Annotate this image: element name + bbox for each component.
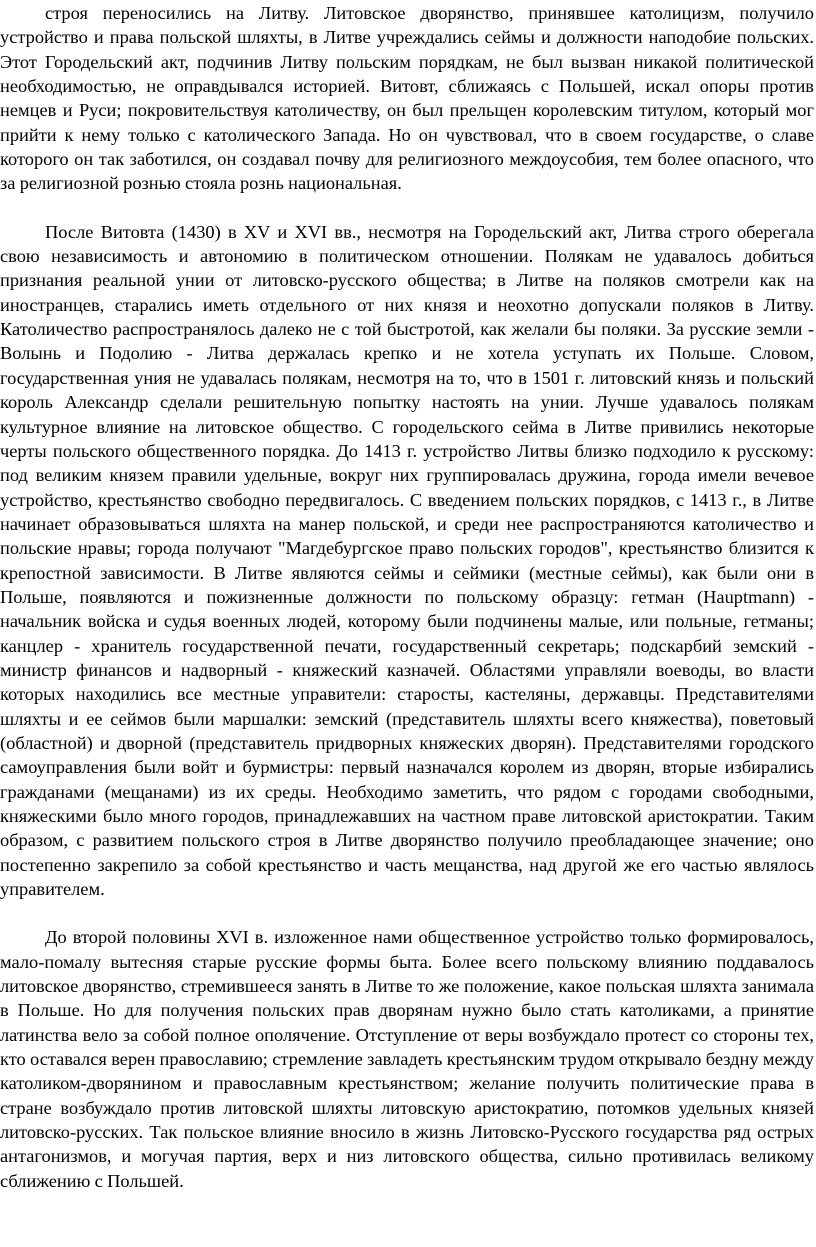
- paragraph-gap: [0, 196, 814, 220]
- paragraph-3: До второй половины XVI в. изложенное нами общественное устройство только формировалось, мало-помалу вытесняя старые русские формы быта. Более всего польскому влиянию поддавалось литовское дворянство, стремившееся занять в Литве то же положение, какое польская шляхта занимала в Польше. Но для получения польских прав дворянам нужно было стать католиками, а принятие латинства вело за собой полное ополячение. Отступление от веры возбуждало протест со стороны тех, кто оставался верен православию; стремление завладеть крестьянским трудом открывало бездну между католиком-дворянином и православным крестьянством; желание получить политические права в стране возбуждало против литовской шляхты литовскую аристократию, потомков удельных князей литовско-русских. Так польское влияние вносило в жизнь Литовско-Русского государства ряд острых антагонизмов, и могучая партия, верх и низ литовского общества, сильно противилась великому сближению с Польшей.: [0, 927, 814, 1191]
- paragraph-1: строя переносились на Литву. Литовское дворянство, принявшее католицизм, получило устройство и права польской шляхты, в Литве учреждались сеймы и должности наподобие польских. Этот Городельский акт, подчинив Литву польским порядкам, не был вызван никакой политической необходимостью, не оправдывался историей. Витовт, сближаясь с Польшей, искал опоры против немцев и Руси; покровительствуя католичеству, он был прельщен королевским титулом, который мог прийти к нему только с католического Запада. Но он чувствовал, что в своем государстве, о славе которого он так заботился, он создавал почву для религиозного междоусобия, тем более опасного, что за религиозной рознью стояла рознь национальная.: [0, 3, 814, 194]
- paragraph-gap: [0, 901, 814, 925]
- paragraph-2: После Витовта (1430) в XV и XVI вв., несмотря на Городельский акт, Литва строго оберегала свою независимость и автономию в политическом отношении. Полякам не удавалось добиться признания реальной унии от литовско-русского общества; в Литве на поляков смотрели как на иностранцев, старались иметь отдельного от них князя и неохотно допускали поляков в Литву. Католичество распространялось далеко не с той быстротой, как желали бы поляки. За русские земли - Волынь и Подолию - Литва держалась крепко и не хотела уступать их Польше. Словом, государственная уния не удавалась полякам, несмотря на то, что в 1501 г. литовский князь и польский король Александр сделали решительную попытку настоять на унии. Лучше удавалось полякам культурное влияние на литовское общество. С городельского сейма в Литве привились некоторые черты польского общественного порядка. До 1413 г. устройство Литвы близко подходило к русскому: под великим князем правили удельные, вокруг них группировалась дружина, города имели вечевое устройство, крестьянство свободно передвигалось. С введением польских порядков, с 1413 г., в Литве начинает образовываться шляхта на манер польской, и среди нее распространяются католичество и польские нравы; города получают "Магдебургское право польских городов", крестьянство близится к крепостной зависимости. В Литве являются сеймы и сеймики (местные сеймы), как были они в Польше, появляются и пожизненные должности по польскому образцу: гетман (Hauptmann) - начальник войска и судья военных людей, которому были подчинены малые, или польные, гетманы; канцлер - хранитель государственной печати, государственный секретарь; подскарбий земский - министр финансов и надворный - княжеский казначей. Областями управляли воеводы, во власти которых находились все местные управители: старосты, кастеляны, державцы. Представителями шляхты и ее сеймов были маршалки: земский (представитель шляхты всего княжества), поветовый (областной) и дворной (представитель придворных княжеских дворян). Представителями городского самоуправления были войт и бурмистры: первый назначался королем из дворян, вторые избирались гражданами (мещанами) из их среды. Необходимо заметить, что рядом с городами свободными, княжескими было много городов, принадлежавших на частном праве литовской аристократии. Таким образом, с развитием польского строя в Литве дворянство получило преобладающее значение; оно постепенно закрепило за собой крестьянство и часть мещанства, над другой же его частью являлось управителем.: [0, 221, 814, 900]
